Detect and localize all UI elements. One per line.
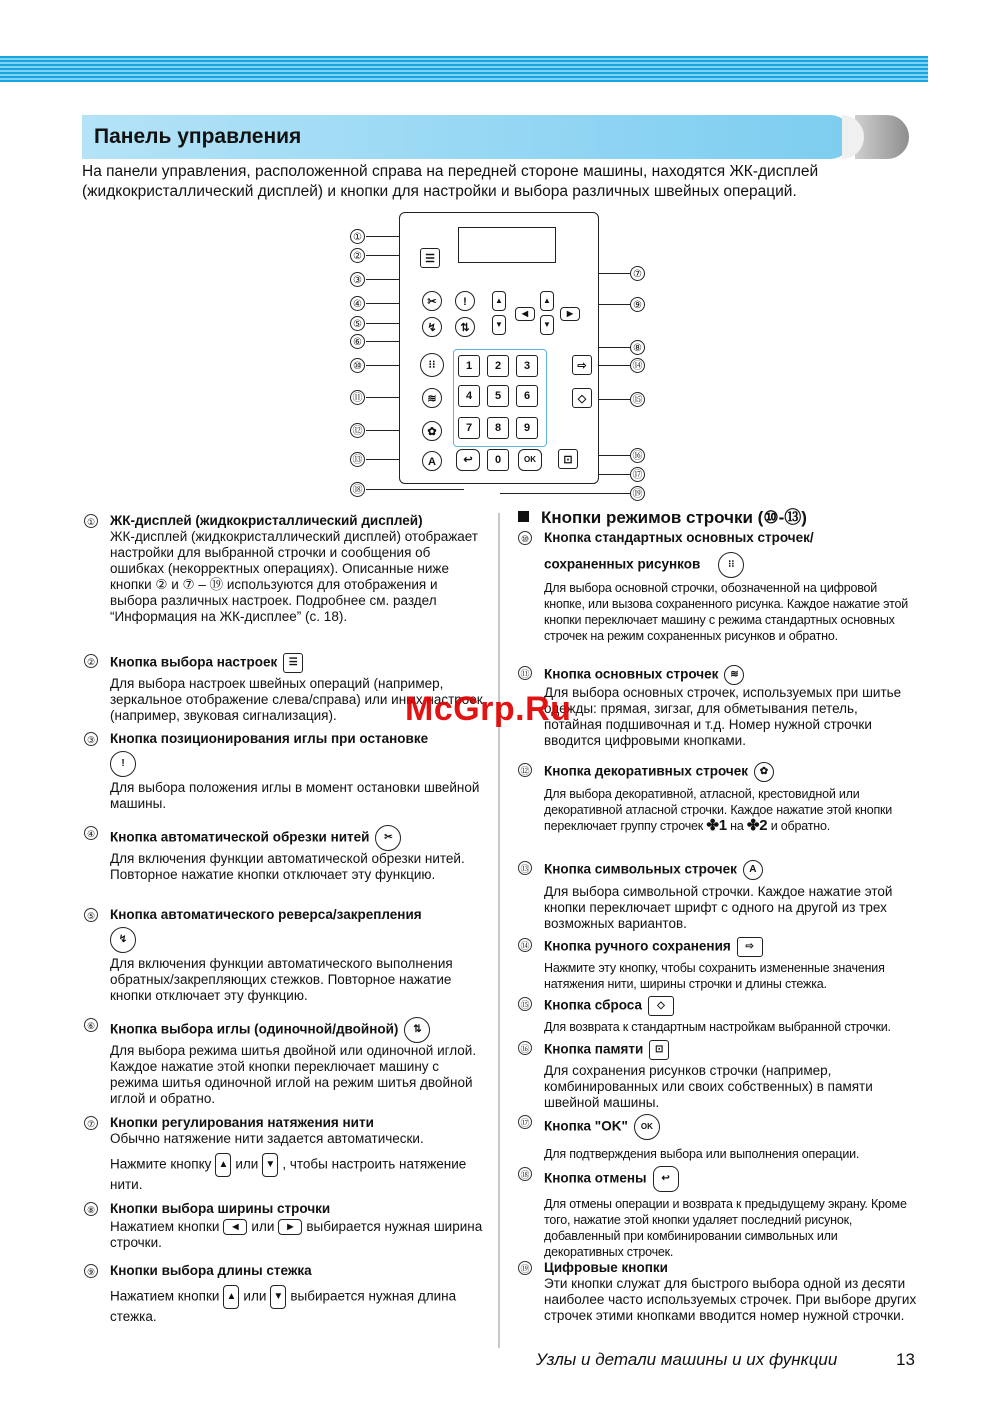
settings-button: ☰ <box>420 248 440 268</box>
tension-up-button: ▲ <box>492 291 506 311</box>
item-manual-save <box>518 937 918 992</box>
reset-button: ◇ <box>572 388 592 408</box>
callout-15: ⑮ <box>630 392 645 407</box>
item-number: ⑪ <box>518 666 532 680</box>
item-text: Для сохранения рисунков строчки (например, комбинированных или своих собственных) в памяти швейной машины. <box>544 1063 873 1110</box>
needle-position-icon: ! <box>110 751 136 777</box>
callout-14: ⑭ <box>630 358 645 373</box>
leader-line <box>366 489 464 490</box>
digit-key-7: 7 <box>458 417 480 439</box>
item-ok <box>518 1114 918 1162</box>
footer-chapter: Узлы и детали машины и их функции <box>536 1350 838 1369</box>
back-icon: ↩ <box>653 1166 679 1192</box>
memory-pattern-button: ⁝⁝ <box>420 353 444 377</box>
digit-key-9: 9 <box>516 417 538 439</box>
needle-position-button: ! <box>455 291 475 311</box>
item-text: Нажмите эту кнопку, чтобы сохранить измененные значения натяжения нити, ширины строчки и длины стежка. <box>544 961 885 991</box>
group-1-icon: ✤1 <box>706 817 727 834</box>
back-button: ↩ <box>456 449 480 471</box>
item-text-part: выбирается нужная длина стежка. <box>110 1288 457 1324</box>
callout-5: ⑤ <box>350 316 365 331</box>
character-icon: A <box>743 860 763 880</box>
item-text: Для выбора режима шитья двойной или одиночной иглой. Каждое нажатие этой кнопки переключает машину с режима шитья одиночной иглой на режим шитья двойной иглой и обратно. <box>110 1043 477 1106</box>
item-text: Для выбора положения иглы в момент остановки швейной машины. <box>110 780 480 811</box>
item-text: Для выбора настроек швейных операций (например, зеркальное отображение слева/справа) или иных настроек (например, звуковая сигнализация). <box>110 676 483 723</box>
callout-6: ⑥ <box>350 334 365 349</box>
item-text-part: Нажатием кнопки <box>110 1288 220 1304</box>
item-number: ⑩ <box>518 531 532 545</box>
callout-11: ⑪ <box>350 390 365 405</box>
callout-12: ⑫ <box>350 423 365 438</box>
group-2-label: 2 <box>759 817 768 834</box>
item-number: ⑧ <box>84 1202 98 1216</box>
item-text: Для выбора основных строчек, используемых при шитье одежды: прямая, зигзаг, для обметывания петель, потайная подшивочная и т.д. Номер нужной строчки вводится цифровыми кнопками. <box>544 685 902 748</box>
item-heading: Кнопка стандартных основных строчек/ <box>544 530 814 545</box>
length-up-button: ▲ <box>540 291 554 311</box>
callout-18: ⑱ <box>350 482 365 497</box>
item-heading: Кнопка символьных строчек <box>544 861 737 877</box>
item-heading: Кнопка основных строчек <box>544 666 719 682</box>
item-heading: Кнопки регулирования натяжения нити <box>110 1115 374 1130</box>
item-number: ⑦ <box>84 1116 98 1130</box>
item-heading: Кнопка автоматического реверса/закрепления <box>110 907 422 922</box>
reverse-stitch-icon: ↯ <box>110 927 136 953</box>
item-text: Обычно натяжение нити задается автоматически. <box>110 1131 424 1146</box>
callout-19: ⑲ <box>630 486 645 501</box>
column-divider <box>498 513 500 1348</box>
item-text-part: Нажмите кнопку <box>110 1156 212 1172</box>
item-number: ⑭ <box>518 938 532 952</box>
item-heading: Кнопки выбора ширины строчки <box>110 1201 331 1216</box>
watermark: McGrp.Ru <box>405 690 572 728</box>
settings-icon: ☰ <box>283 653 303 673</box>
top-stripe-band <box>0 56 928 82</box>
page-number: 13 <box>896 1350 915 1369</box>
group-2-icon: ✤2 <box>746 817 768 834</box>
item-heading: Кнопка отмены <box>544 1170 647 1186</box>
item-thread-cutter <box>84 825 484 883</box>
width-right-button: ▶ <box>560 307 580 321</box>
memory-icon: ⊡ <box>649 1040 669 1060</box>
arrow-left-icon: ◀ <box>223 1219 247 1235</box>
control-panel-illustration <box>399 212 599 484</box>
item-text: ЖК-дисплей (жидкокристаллический дисплей) отображает настройки для выбранной строчки и сообщения об ошибках (некорректных операциях). Описанные ниже кнопки ② и ⑦ – ⑲ используются для отображения и выбора различных настроек. Подробнее см. раздел “Информация на ЖК-дисплее” (с. 18). <box>110 529 478 624</box>
item-text: Для отмены операции и возврата к предыдущему экрану. Кроме того, нажатие этой кнопки удаляет последний рисунок, добавленный при комбинировании символьных или декоративных строчек. <box>544 1197 907 1259</box>
item-heading: Кнопка "OK" <box>544 1118 628 1134</box>
item-stitch-length <box>84 1263 484 1325</box>
item-number: ⑤ <box>84 908 98 922</box>
item-reset <box>518 996 918 1035</box>
right-column <box>518 508 918 1323</box>
callout-4: ④ <box>350 296 365 311</box>
item-text: Для выбора декоративной, атласной, крестовидной или декоративной атласной строчки. Каждое нажатие этой кнопки переключает группу строчек <box>544 787 893 833</box>
item-decorative <box>518 762 918 834</box>
digit-key-0: 0 <box>487 449 509 471</box>
item-heading: Кнопка сброса <box>544 997 642 1013</box>
item-text-part: или <box>235 1156 259 1172</box>
decorative-stitch-button: ✿ <box>422 421 442 441</box>
utility-stitch-icon: ≋ <box>724 665 744 685</box>
item-needle-position <box>84 731 484 812</box>
callout-9: ⑨ <box>630 297 645 312</box>
item-number: ⑰ <box>518 1115 532 1129</box>
item-number: ⑲ <box>518 1261 532 1275</box>
callout-8: ⑧ <box>630 340 645 355</box>
twin-needle-icon: ⇅ <box>404 1017 430 1043</box>
item-number: ③ <box>84 732 98 746</box>
item-number: ⑱ <box>518 1167 532 1181</box>
callout-13: ⑬ <box>350 452 365 467</box>
digit-key-4: 4 <box>458 385 480 407</box>
item-text: Для выбора символьной строчки. Каждое нажатие этой кнопки переключает шрифт с одного на другой из трех возможных вариантов. <box>544 884 893 931</box>
item-memory <box>518 1040 918 1111</box>
item-lcd <box>84 513 484 625</box>
item-text-part: или <box>251 1219 275 1234</box>
callout-17: ⑰ <box>630 467 645 482</box>
manual-save-button: ⇨ <box>572 355 592 375</box>
item-text-part: или <box>243 1288 267 1304</box>
memory-button: ⊡ <box>558 449 578 469</box>
memory-pattern-icon: ⁝⁝ <box>718 552 744 578</box>
width-left-button: ◀ <box>515 307 535 321</box>
item-text: Для выбора основной строчки, обозначенной на цифровой кнопке, или вызова сохраненного рисунка. Каждое нажатие этой кнопки переключает машину с режима стандартных основных строчек на режим сохраненных рисунков и обратно. <box>544 581 908 643</box>
section-title: Кнопки режимов строчки (⑩-⑬) <box>541 508 807 527</box>
page-title: Панель управления <box>94 125 302 148</box>
digit-key-6: 6 <box>516 385 538 407</box>
item-thread-tension <box>84 1115 484 1193</box>
item-heading: Кнопка выбора иглы (одиночной/двойной) <box>110 1021 399 1037</box>
item-heading: Кнопка выбора настроек <box>110 654 278 670</box>
item-heading: Кнопка памяти <box>544 1041 644 1057</box>
item-number: ① <box>84 514 98 528</box>
ok-button: OK <box>518 449 542 471</box>
manual-save-icon: ⇨ <box>737 937 763 957</box>
reverse-button: ↯ <box>422 317 442 337</box>
callout-7: ⑦ <box>630 266 645 281</box>
intro-paragraph: На панели управления, расположенной справа на передней стороне машины, находятся ЖК-дисплей (жидкокристаллический дисплей) и кнопки для настройки и выбора различных швейных операций. <box>82 163 819 200</box>
digit-key-3: 3 <box>516 355 538 377</box>
item-number: ② <box>84 654 98 668</box>
twin-needle-button: ⇅ <box>455 317 475 337</box>
thread-cutter-button: ✂ <box>422 291 442 311</box>
section-bullet <box>518 511 529 522</box>
item-stitch-width <box>84 1201 484 1251</box>
item-number: ⑨ <box>84 1264 98 1278</box>
item-heading: Кнопка автоматической обрезки нитей <box>110 829 370 845</box>
length-down-button: ▼ <box>540 315 554 335</box>
item-heading: Кнопка ручного сохранения <box>544 938 731 954</box>
item-heading-cont: сохраненных рисунков <box>544 556 701 572</box>
group-1-label: 1 <box>718 817 727 834</box>
item-text-part: на <box>730 819 744 833</box>
callout-16: ⑯ <box>630 448 645 463</box>
scissors-icon: ✂ <box>375 825 401 851</box>
item-twin-needle <box>84 1017 484 1107</box>
item-text: Для подтверждения выбора или выполнения операции. <box>544 1147 860 1161</box>
item-number: ④ <box>84 826 98 840</box>
callout-3: ③ <box>350 272 365 287</box>
item-number: ⑫ <box>518 763 532 777</box>
item-text: Для включения функции автоматической обрезки нитей. Повторное нажатие кнопки отключает эту функцию. <box>110 851 465 882</box>
item-text-part: обратно. <box>780 819 830 833</box>
item-text: Для возврата к стандартным настройкам выбранной строчки. <box>544 1020 891 1034</box>
callout-2: ② <box>350 248 365 263</box>
item-text: Для включения функции автоматического выполнения обратных/закрепляющих стежков. Повторное нажатие кнопки отключает эту функцию. <box>110 956 453 1003</box>
callout-10: ⑩ <box>350 358 365 373</box>
ok-icon: OK <box>634 1114 660 1140</box>
item-heading: Кнопки выбора длины стежка <box>110 1263 312 1278</box>
reset-icon: ◇ <box>648 996 674 1016</box>
tension-down-button: ▼ <box>492 315 506 335</box>
arrow-up-icon: ▲ <box>223 1285 239 1309</box>
item-digit-keys <box>518 1260 918 1324</box>
item-number: ⑯ <box>518 1041 532 1055</box>
arrow-up-icon: ▲ <box>215 1153 231 1177</box>
leader-line <box>500 493 630 494</box>
item-reverse <box>84 907 484 1004</box>
character-stitch-button: A <box>422 451 442 471</box>
section-heading <box>518 510 918 526</box>
item-heading: Кнопка декоративных строчек <box>544 763 748 779</box>
item-back <box>518 1166 918 1260</box>
item-number: ⑥ <box>84 1018 98 1032</box>
digit-key-5: 5 <box>487 385 509 407</box>
item-utility <box>518 665 918 749</box>
item-number: ⑮ <box>518 997 532 1011</box>
item-character <box>518 860 918 932</box>
item-text: Эти кнопки служат для быстрого выбора одной из десяти наиболее часто используемых строчек. При выборе других строчек этими кнопками вводится номер нужной строчки. <box>544 1276 917 1323</box>
arrow-down-icon: ▼ <box>270 1285 286 1309</box>
item-heading: Кнопка позиционирования иглы при остановке <box>110 731 429 746</box>
arrow-down-icon: ▼ <box>262 1153 278 1177</box>
title-bar <box>82 115 852 159</box>
lcd-display <box>458 227 556 263</box>
arrow-right-icon: ▶ <box>278 1219 302 1235</box>
utility-stitch-button: ≋ <box>422 388 442 408</box>
item-memory-pattern <box>518 530 918 644</box>
callout-1: ① <box>350 229 365 244</box>
item-text-part: выбирается нужная ширина строчки. <box>110 1219 483 1251</box>
digit-key-1: 1 <box>458 355 480 377</box>
decorative-stitch-icon: ✿ <box>754 762 774 782</box>
digit-key-2: 2 <box>487 355 509 377</box>
item-heading: Цифровые кнопки <box>544 1260 668 1275</box>
item-heading: ЖК-дисплей (жидкокристаллический дисплей) <box>110 513 423 528</box>
digit-key-8: 8 <box>487 417 509 439</box>
item-text-part: Нажатием кнопки <box>110 1219 220 1234</box>
item-text-part: , чтобы настроить натяжение нити. <box>110 1156 467 1192</box>
item-text-part: и <box>770 819 778 833</box>
item-number: ⑬ <box>518 861 532 875</box>
